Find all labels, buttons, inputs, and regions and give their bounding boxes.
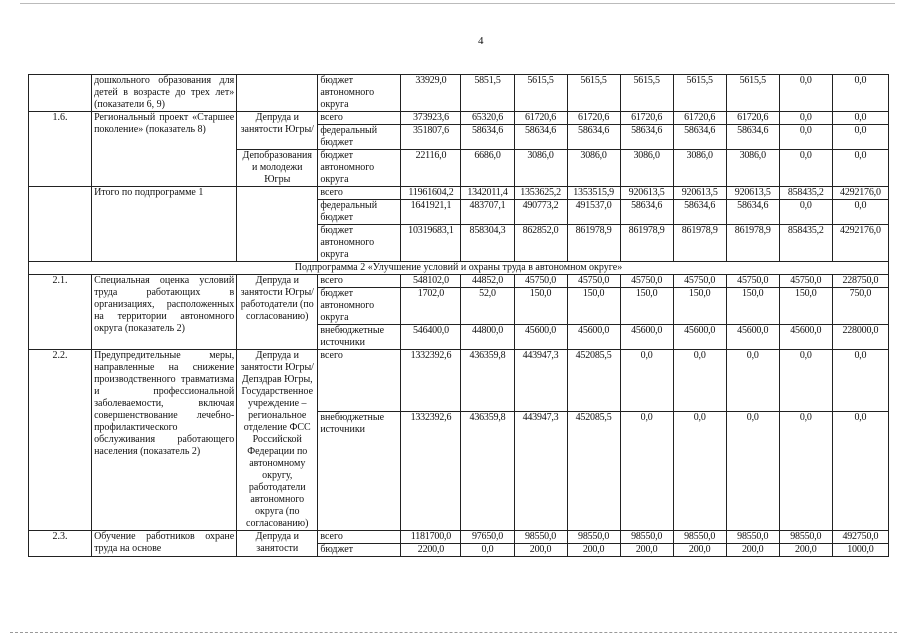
value-cell: 0,0 xyxy=(779,75,832,112)
table-row xyxy=(29,187,889,200)
executor-cell: Депруда и занятости xyxy=(237,531,318,557)
value-cell: 58634,6 xyxy=(514,125,567,150)
value-cell: 45600,0 xyxy=(726,325,779,350)
value-cell: 3086,0 xyxy=(620,150,673,187)
value-cell: 0,0 xyxy=(832,125,888,150)
value-cell: 548102,0 xyxy=(401,275,461,288)
source-cell: всего xyxy=(318,531,401,544)
executor-cell: Депруда и занятости Югры/ работодатели (по согласованию) xyxy=(237,275,318,350)
value-cell: 61720,6 xyxy=(673,112,726,125)
budget-table-body xyxy=(29,75,889,557)
value-cell: 0,0 xyxy=(832,150,888,187)
table-row xyxy=(29,531,889,544)
subprogram-title: Подпрограмма 2 «Улучшение условий и охраны труда в автономном округе» xyxy=(29,262,889,275)
source-cell: внебюджетные источники xyxy=(318,411,401,530)
value-cell: 33929,0 xyxy=(401,75,461,112)
value-cell: 61720,6 xyxy=(567,112,620,125)
value-cell: 200,0 xyxy=(673,544,726,557)
value-cell: 0,0 xyxy=(673,411,726,530)
value-cell: 452085,5 xyxy=(567,411,620,530)
value-cell: 373923,6 xyxy=(401,112,461,125)
executor-cell: Депобразования и молодежи Югры xyxy=(237,150,318,187)
source-cell: всего xyxy=(318,350,401,412)
value-cell: 436359,8 xyxy=(461,411,514,530)
value-cell: 861978,9 xyxy=(567,225,620,262)
table-row xyxy=(29,75,889,112)
value-cell: 150,0 xyxy=(514,288,567,325)
value-cell: 45600,0 xyxy=(514,325,567,350)
value-cell: 861978,9 xyxy=(673,225,726,262)
value-cell: 10319683,1 xyxy=(401,225,461,262)
executor-cell xyxy=(237,187,318,262)
value-cell: 3086,0 xyxy=(673,150,726,187)
value-cell: 150,0 xyxy=(673,288,726,325)
value-cell: 0,0 xyxy=(461,544,514,557)
name-cell: Региональный проект «Старшее поколение» (показатель 8) xyxy=(92,112,237,187)
source-cell: бюджет автономного округа xyxy=(318,225,401,262)
value-cell: 5615,5 xyxy=(673,75,726,112)
value-cell: 65320,6 xyxy=(461,112,514,125)
value-cell: 200,0 xyxy=(779,544,832,557)
value-cell: 858435,2 xyxy=(779,225,832,262)
value-cell: 5615,5 xyxy=(726,75,779,112)
name-cell: Обучение работников охране труда на основе xyxy=(92,531,237,557)
value-cell: 58634,6 xyxy=(673,200,726,225)
source-cell: всего xyxy=(318,187,401,200)
value-cell: 150,0 xyxy=(567,288,620,325)
name-cell: Итого по подпрограмме 1 xyxy=(92,187,237,262)
value-cell: 61720,6 xyxy=(514,112,567,125)
bottom-scan-edge xyxy=(10,632,897,633)
executor-cell: Депруда и занятости Югры/ Депздрав Югры, Государственное учреждение – региональное отделение ФСС Российской Федерации по автономному округу, работодатели автономного округа (по согласованию) xyxy=(237,350,318,531)
value-cell: 98550,0 xyxy=(726,531,779,544)
value-cell: 45750,0 xyxy=(514,275,567,288)
value-cell: 200,0 xyxy=(620,544,673,557)
value-cell: 5851,5 xyxy=(461,75,514,112)
value-cell: 920613,5 xyxy=(726,187,779,200)
value-cell: 1342011,4 xyxy=(461,187,514,200)
value-cell: 5615,5 xyxy=(514,75,567,112)
value-cell: 2200,0 xyxy=(401,544,461,557)
value-cell: 52,0 xyxy=(461,288,514,325)
value-cell: 45600,0 xyxy=(567,325,620,350)
value-cell: 452085,5 xyxy=(567,350,620,412)
value-cell: 861978,9 xyxy=(620,225,673,262)
value-cell: 0,0 xyxy=(832,112,888,125)
value-cell: 58634,6 xyxy=(461,125,514,150)
source-cell: бюджет xyxy=(318,544,401,557)
value-cell: 98550,0 xyxy=(620,531,673,544)
value-cell: 3086,0 xyxy=(567,150,620,187)
value-cell: 228750,0 xyxy=(832,275,888,288)
value-cell: 1332392,6 xyxy=(401,411,461,530)
value-cell: 0,0 xyxy=(832,75,888,112)
value-cell: 0,0 xyxy=(779,112,832,125)
code-cell: 2.3. xyxy=(29,531,92,557)
value-cell: 920613,5 xyxy=(673,187,726,200)
table-row xyxy=(29,112,889,125)
value-cell: 0,0 xyxy=(726,411,779,530)
value-cell: 98550,0 xyxy=(567,531,620,544)
source-cell: всего xyxy=(318,275,401,288)
value-cell: 58634,6 xyxy=(673,125,726,150)
executor-cell xyxy=(237,75,318,112)
value-cell: 200,0 xyxy=(567,544,620,557)
value-cell: 58634,6 xyxy=(726,200,779,225)
source-cell: бюджет автономного округа xyxy=(318,150,401,187)
value-cell: 45750,0 xyxy=(673,275,726,288)
value-cell: 492750,0 xyxy=(832,531,888,544)
value-cell: 61720,6 xyxy=(726,112,779,125)
value-cell: 4292176,0 xyxy=(832,187,888,200)
value-cell: 0,0 xyxy=(620,350,673,412)
value-cell: 200,0 xyxy=(726,544,779,557)
value-cell: 443947,3 xyxy=(514,350,567,412)
value-cell: 45600,0 xyxy=(620,325,673,350)
source-cell: внебюджетные источники xyxy=(318,325,401,350)
value-cell: 44852,0 xyxy=(461,275,514,288)
value-cell: 45600,0 xyxy=(779,325,832,350)
value-cell: 11961604,2 xyxy=(401,187,461,200)
value-cell: 1181700,0 xyxy=(401,531,461,544)
code-cell: 2.2. xyxy=(29,350,92,531)
value-cell: 0,0 xyxy=(832,411,888,530)
value-cell: 0,0 xyxy=(673,350,726,412)
value-cell: 200,0 xyxy=(514,544,567,557)
value-cell: 98550,0 xyxy=(514,531,567,544)
value-cell: 44800,0 xyxy=(461,325,514,350)
value-cell: 0,0 xyxy=(620,411,673,530)
source-cell: бюджет автономного округа xyxy=(318,288,401,325)
value-cell: 0,0 xyxy=(779,125,832,150)
code-cell xyxy=(29,187,92,262)
value-cell: 0,0 xyxy=(726,350,779,412)
value-cell: 0,0 xyxy=(832,200,888,225)
value-cell: 6686,0 xyxy=(461,150,514,187)
value-cell: 22116,0 xyxy=(401,150,461,187)
value-cell: 1641921,1 xyxy=(401,200,461,225)
value-cell: 3086,0 xyxy=(514,150,567,187)
value-cell: 443947,3 xyxy=(514,411,567,530)
value-cell: 58634,6 xyxy=(620,200,673,225)
source-cell: федеральный бюджет xyxy=(318,125,401,150)
value-cell: 1353625,2 xyxy=(514,187,567,200)
value-cell: 150,0 xyxy=(779,288,832,325)
value-cell: 4292176,0 xyxy=(832,225,888,262)
value-cell: 98550,0 xyxy=(673,531,726,544)
value-cell: 45600,0 xyxy=(673,325,726,350)
value-cell: 0,0 xyxy=(779,150,832,187)
top-scan-edge xyxy=(20,3,895,4)
value-cell: 1000,0 xyxy=(832,544,888,557)
name-cell: дошкольного образования для детей в возрасте до трех лет» (показатели 6, 9) xyxy=(92,75,237,112)
value-cell: 3086,0 xyxy=(726,150,779,187)
value-cell: 0,0 xyxy=(779,411,832,530)
value-cell: 61720,6 xyxy=(620,112,673,125)
value-cell: 45750,0 xyxy=(779,275,832,288)
value-cell: 858304,3 xyxy=(461,225,514,262)
value-cell: 858435,2 xyxy=(779,187,832,200)
code-cell: 2.1. xyxy=(29,275,92,350)
source-cell: всего xyxy=(318,112,401,125)
table-row xyxy=(29,275,889,288)
page-number: 4 xyxy=(478,35,484,47)
table-row xyxy=(29,350,889,412)
value-cell: 862852,0 xyxy=(514,225,567,262)
value-cell: 1702,0 xyxy=(401,288,461,325)
value-cell: 1332392,6 xyxy=(401,350,461,412)
value-cell: 491537,0 xyxy=(567,200,620,225)
code-cell: 1.6. xyxy=(29,112,92,187)
value-cell: 97650,0 xyxy=(461,531,514,544)
value-cell: 0,0 xyxy=(779,350,832,412)
value-cell: 0,0 xyxy=(779,200,832,225)
value-cell: 351807,6 xyxy=(401,125,461,150)
value-cell: 490773,2 xyxy=(514,200,567,225)
source-cell: федеральный бюджет xyxy=(318,200,401,225)
value-cell: 58634,6 xyxy=(726,125,779,150)
value-cell: 5615,5 xyxy=(620,75,673,112)
value-cell: 483707,1 xyxy=(461,200,514,225)
value-cell: 1353515,9 xyxy=(567,187,620,200)
code-cell xyxy=(29,75,92,112)
value-cell: 58634,6 xyxy=(620,125,673,150)
value-cell: 750,0 xyxy=(832,288,888,325)
value-cell: 920613,5 xyxy=(620,187,673,200)
name-cell: Специальная оценка условий труда работающих в организациях, расположенных на территории автономного округа (показатель 2) xyxy=(92,275,237,350)
value-cell: 228000,0 xyxy=(832,325,888,350)
value-cell: 150,0 xyxy=(620,288,673,325)
value-cell: 98550,0 xyxy=(779,531,832,544)
value-cell: 45750,0 xyxy=(726,275,779,288)
subprogram-header-row xyxy=(29,262,889,275)
value-cell: 45750,0 xyxy=(620,275,673,288)
value-cell: 58634,6 xyxy=(567,125,620,150)
value-cell: 0,0 xyxy=(832,350,888,412)
name-cell: Предупредительные меры, направленные на снижение производственного травматизма и профессиональной заболеваемости, включая совершенствование лечебно-профилактического обслуживания работающего населения (показатель 2) xyxy=(92,350,237,531)
value-cell: 150,0 xyxy=(726,288,779,325)
value-cell: 45750,0 xyxy=(567,275,620,288)
value-cell: 436359,8 xyxy=(461,350,514,412)
executor-cell: Депруда и занятости Югры/ xyxy=(237,112,318,150)
value-cell: 861978,9 xyxy=(726,225,779,262)
value-cell: 546400,0 xyxy=(401,325,461,350)
budget-table xyxy=(28,74,889,557)
source-cell: бюджет автономного округа xyxy=(318,75,401,112)
value-cell: 5615,5 xyxy=(567,75,620,112)
